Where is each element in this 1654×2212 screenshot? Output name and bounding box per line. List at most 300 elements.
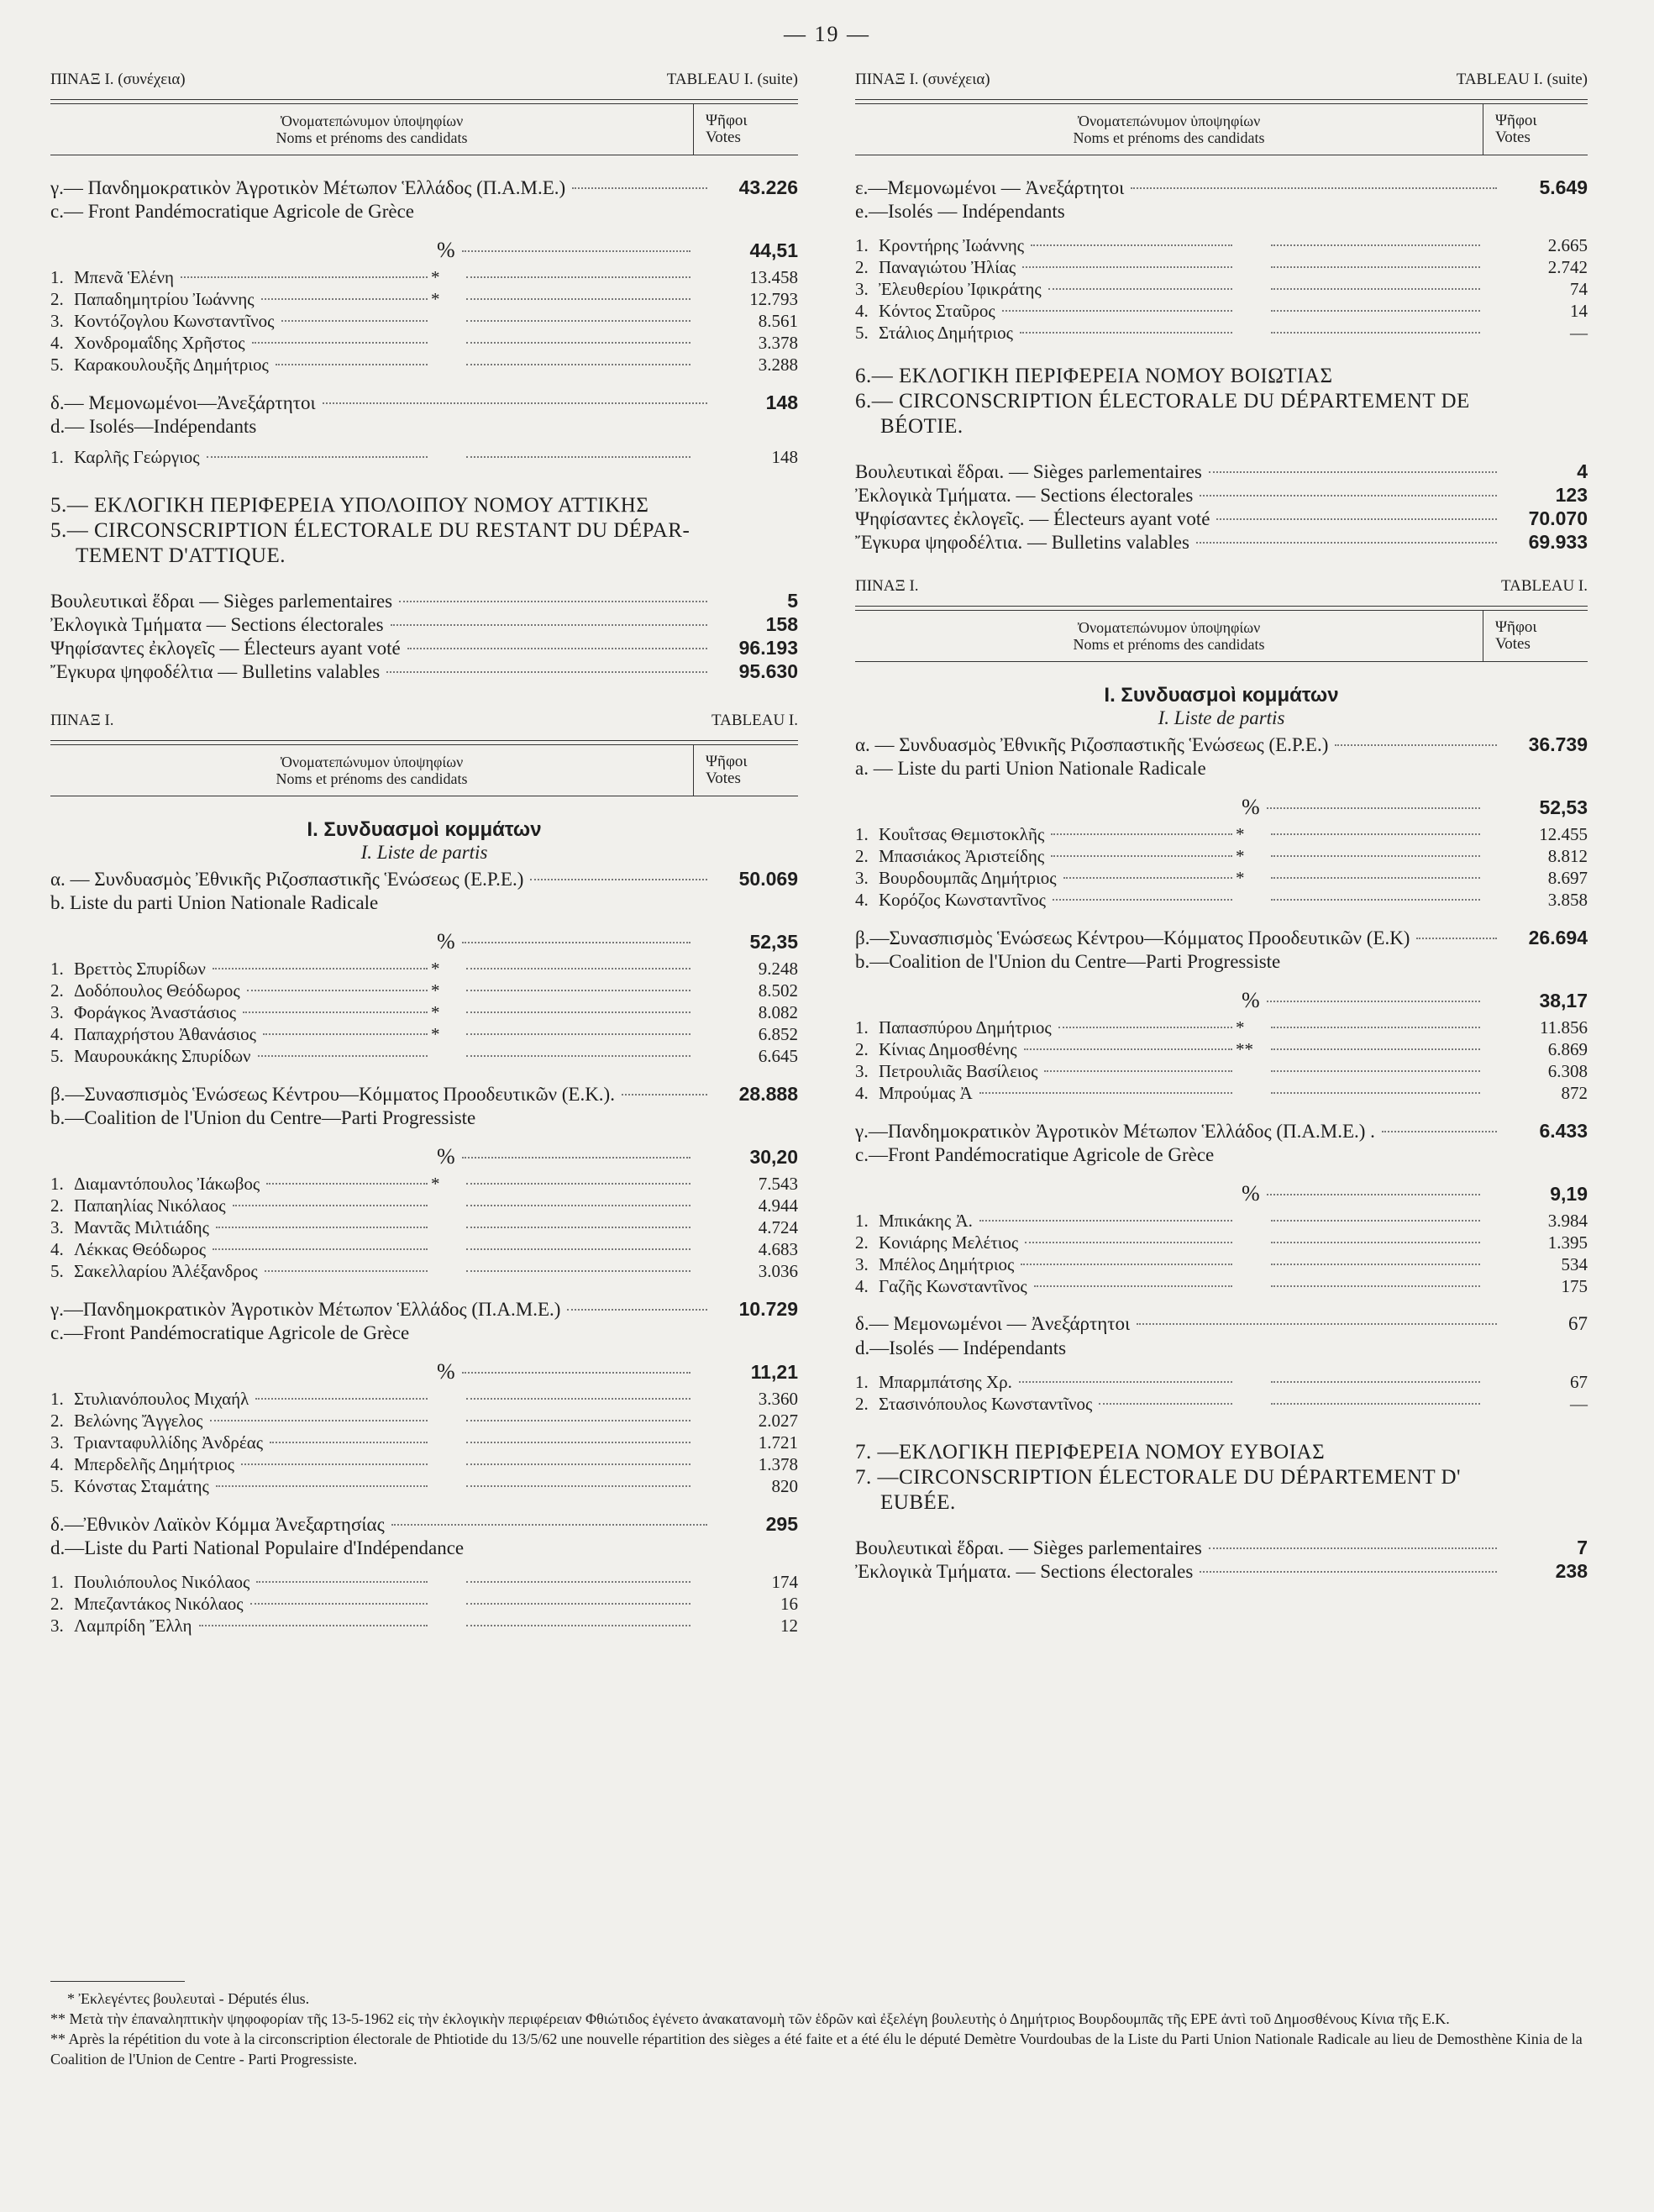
candidate-row — [50, 1173, 798, 1195]
stat-value: 5 — [787, 590, 798, 612]
candidate-name: Παναγιώτου Ἠλίας — [879, 257, 1016, 277]
candidate-number: 2. — [50, 1594, 64, 1614]
candidate-row — [50, 1593, 798, 1615]
elected-mark: * — [431, 959, 440, 979]
candidate-number: 1. — [855, 235, 869, 255]
candidate-row — [50, 1001, 798, 1023]
candidate-row — [50, 1432, 798, 1453]
candidate-votes: 174 — [771, 1572, 798, 1592]
candidate-row — [50, 980, 798, 1001]
candidate-row — [855, 278, 1588, 300]
candidate-number: 2. — [855, 1232, 869, 1253]
percent-row: % 38,17 — [1242, 988, 1588, 1012]
candidate-row — [855, 1393, 1588, 1415]
header-votes-french: Votes — [1495, 129, 1531, 146]
party-row-ek: β.—Συνασπισμὸς Ἑνώσεως Κέντρου—Κόμματος Προοδευτικῶν (Ε.Κ.). 28.888 — [50, 1083, 798, 1105]
header-votes-greek: Ψῆφοι — [706, 112, 748, 129]
candidate-votes: 67 — [1570, 1372, 1588, 1392]
party-votes: 6.433 — [1539, 1120, 1588, 1142]
party-row-independents: ε.—Μεμονωμένοι — Ἀνεξάρτητοι 5.649 — [855, 176, 1588, 198]
elected-mark: * — [431, 1174, 440, 1194]
candidate-number: 1. — [50, 447, 64, 467]
candidate-name: Μαντᾶς Μιλτιάδης — [74, 1217, 209, 1237]
candidate-list — [50, 1388, 798, 1497]
candidate-votes: 8.561 — [758, 311, 798, 331]
candidate-votes: 4.724 — [758, 1217, 798, 1237]
stat-label: Ἔγκυρα ψηφοδέλτια — Bulletins valables — [50, 661, 381, 682]
candidate-votes: 4.944 — [758, 1195, 798, 1216]
elected-mark: * — [431, 267, 440, 287]
stat-label: Βουλευτικαὶ ἕδραι — Sièges parlementaires — [50, 591, 393, 612]
candidate-votes: 74 — [1570, 279, 1588, 299]
candidate-number: 2. — [855, 257, 869, 277]
party-row-ek: β.—Συνασπισμὸς Ἑνώσεως Κέντρου—Κόμματος Προοδευτικῶν (Ε.Κ) 26.694 — [855, 927, 1588, 948]
candidate-name: Πουλιόπουλος Νικόλαος — [74, 1572, 250, 1592]
candidate-row — [50, 288, 798, 310]
candidate-votes: 3.984 — [1547, 1211, 1588, 1231]
candidate-number: 1. — [50, 1174, 64, 1194]
candidate-name: Λαμπρίδη Ἔλλη — [74, 1616, 192, 1636]
candidate-name: Μπαρμπάτσης Χρ. — [879, 1372, 1012, 1392]
candidate-name: Παπαδημητρίου Ἰωάννης — [74, 289, 255, 309]
candidate-votes: 14 — [1570, 301, 1588, 321]
candidate-number: 3. — [855, 279, 869, 299]
candidate-name: Μπερδελῆς Δημήτριος — [74, 1454, 234, 1474]
party-row-ere: α. — Συνδυασμὸς Ἐθνικῆς Ριζοσπαστικῆς Ἑνώσεως (Ε.Ρ.Ε.) 36.739 — [855, 733, 1588, 755]
candidate-name: Τριανταφυλλίδης Ἀνδρέας — [74, 1432, 264, 1453]
candidate-list — [855, 1210, 1588, 1297]
candidate-name: Βελώνης Ἄγγελος — [74, 1411, 203, 1431]
candidate-name: Φοράγκος Ἀναστάσιος — [74, 1002, 237, 1022]
stat-row — [855, 1536, 1588, 1559]
candidate-number: 3. — [855, 868, 869, 888]
candidate-number: 1. — [855, 1017, 869, 1038]
candidate-number: 5. — [50, 355, 64, 375]
candidate-name: Κροντήρης Ἰωάννης — [879, 235, 1025, 255]
candidate-votes: 3.360 — [758, 1389, 798, 1409]
candidate-name: Κουΐτσας Θεμιστοκλῆς — [879, 824, 1045, 844]
percent-row: % 44,51 — [437, 238, 798, 262]
candidate-number: 4. — [50, 1024, 64, 1044]
caption-french: TABLEAU I. (suite) — [666, 71, 798, 88]
candidate-votes: 1.378 — [758, 1454, 798, 1474]
header-votes-french: Votes — [706, 129, 741, 146]
caption-french: TABLEAU I. — [711, 712, 798, 729]
percent-row: % 30,20 — [437, 1144, 798, 1169]
candidate-row — [50, 1475, 798, 1497]
candidate-name: Λέκκας Θεόδωρος — [74, 1239, 207, 1259]
candidate-votes: 8.812 — [1547, 846, 1588, 866]
candidate-votes: 6.852 — [758, 1024, 798, 1044]
stat-value: 7 — [1577, 1537, 1588, 1558]
party-name-french: c.—Front Pandémocratique Agricole de Grèce — [855, 1144, 1215, 1165]
candidate-number: 1. — [855, 1372, 869, 1392]
candidate-name: Μπρούμας Ἀ — [879, 1083, 973, 1103]
stat-value: 70.070 — [1528, 507, 1588, 529]
candidate-name: Κοντόζογλου Κωνσταντῖνος — [74, 311, 275, 331]
stat-label: Βουλευτικαὶ ἕδραι. — Sièges parlementaires — [855, 461, 1202, 482]
percent-row: % 11,21 — [437, 1359, 798, 1384]
candidate-row — [50, 1571, 798, 1593]
candidate-name: Μπασιάκος Ἀριστείδης — [879, 846, 1045, 866]
right-column — [855, 67, 1588, 1583]
candidate-name: Παπαηλίας Νικόλαος — [74, 1195, 226, 1216]
party-votes: 5.649 — [1539, 176, 1588, 198]
candidate-votes: 6.308 — [1547, 1061, 1588, 1081]
candidate-number: 2. — [50, 980, 64, 1001]
candidate-number: 3. — [50, 1616, 64, 1636]
percent-row: % 9,19 — [1242, 1181, 1588, 1206]
candidate-row — [855, 1038, 1588, 1060]
party-name-french: d.— Isolés—Indépendants — [50, 416, 257, 437]
stat-row — [50, 612, 798, 636]
candidate-number: 4. — [855, 301, 869, 321]
candidate-votes: — — [1570, 1394, 1588, 1414]
stat-row — [855, 1559, 1588, 1583]
table-caption — [855, 71, 1588, 89]
candidate-votes: 4.683 — [758, 1239, 798, 1259]
candidate-name: Βουρδουμπᾶς Δημήτριος — [879, 868, 1057, 888]
party-name-french: d.—Liste du Parti National Populaire d'Indépendance — [50, 1537, 465, 1558]
stat-value: 69.933 — [1528, 531, 1588, 553]
candidate-row — [855, 234, 1588, 256]
candidate-name: Διαμαντόπουλος Ἰάκωβος — [74, 1174, 260, 1194]
elected-mark: * — [431, 980, 440, 1001]
party-votes: 295 — [765, 1513, 798, 1535]
header-votes-greek: Ψῆφοι — [706, 753, 748, 770]
party-name-french: c.—Front Pandémocratique Agricole de Grèce — [50, 1322, 410, 1343]
candidate-number: 3. — [855, 1061, 869, 1081]
candidate-name: Μπεζαντάκος Νικόλαος — [74, 1594, 244, 1614]
header-name-french: Noms et prénoms des candidats — [276, 770, 468, 787]
candidate-name: Πετρουλιᾶς Βασίλειος — [879, 1061, 1038, 1081]
caption-french: TABLEAU I. — [1501, 577, 1588, 595]
candidate-name: Χονδρομαΐδης Χρῆστος — [74, 333, 245, 353]
candidate-votes: 872 — [1561, 1083, 1588, 1103]
candidate-name: Σακελλαρίου Ἀλέξανδρος — [74, 1261, 258, 1281]
heading-party-lists-greek: I. Συνδυασμοὶ κομμάτων — [1104, 684, 1339, 707]
footnote-greek: ** Μετὰ τὴν ἐπαναληπτικὴν ψηφοφορίαν τῆς 13-5-1962 εἰς τὴν ἐκλογικὴν περιφέρειαν Φθιώτιδος ἐγένετο ἀνακατανομὴ τῶν ἑδρῶν καὶ ἐξελέγη βουλευτὴς ὁ Δημήτριος Βουρδουμπᾶς τῆς ΕΡΕ ἀντὶ τοῦ Δημοσθένους Κίνια τῆς Ε.Κ. — [50, 2010, 1450, 2027]
candidate-row — [50, 1195, 798, 1216]
section-stats — [855, 460, 1588, 554]
stat-row — [50, 589, 798, 612]
candidate-row — [855, 300, 1588, 322]
heading-party-lists-french: I. Liste de partis — [1158, 707, 1285, 728]
candidate-list — [50, 266, 798, 376]
header-name-greek: Ὀνοματεπώνυμον ὑποψηφίων — [280, 754, 464, 770]
table-header — [50, 744, 798, 796]
candidate-votes: 6.869 — [1547, 1039, 1588, 1059]
table-header — [50, 103, 798, 155]
candidate-row — [855, 889, 1588, 911]
stat-label: Ψηφίσαντες ἐκλογεῖς. — Électeurs ayant voté — [855, 508, 1210, 529]
header-name-french: Noms et prénoms des candidats — [1073, 129, 1265, 146]
table-header — [855, 103, 1588, 155]
stat-value: 4 — [1577, 460, 1588, 482]
section-title-french: 6.— CIRCONSCRIPTION ÉLECTORALE DU DÉPARTEMENT DE BÉOTIE. — [855, 390, 1470, 438]
elected-mark: * — [1236, 868, 1245, 888]
candidate-votes: 1.721 — [758, 1432, 798, 1453]
candidate-votes: 9.248 — [758, 959, 798, 979]
stat-row — [855, 507, 1588, 530]
party-votes: 43.226 — [738, 176, 798, 198]
section-title-french: 5.— CIRCONSCRIPTION ÉLECTORALE DU RESTANT DU DÉPAR- TEMENT D'ATTIQUE. — [50, 519, 690, 567]
candidate-name: Κονιάρης Μελέτιος — [879, 1232, 1019, 1253]
candidate-row — [50, 958, 798, 980]
candidate-number: 5. — [50, 1476, 64, 1496]
party-votes: 10.729 — [738, 1298, 798, 1320]
candidate-votes: 12.455 — [1539, 824, 1588, 844]
candidate-row — [50, 446, 798, 468]
section-title-french: 7. —CIRCONSCRIPTION ÉLECTORALE DU DÉPARTEMENT D' EUBÉE. — [855, 1466, 1462, 1514]
candidate-row — [50, 1023, 798, 1045]
candidate-votes: 534 — [1561, 1254, 1588, 1274]
candidate-list — [855, 234, 1588, 344]
stat-label: Ἐκλογικὰ Τμήματα — Sections électorales — [50, 614, 384, 635]
party-row-national-popular: δ.—Ἐθνικὸν Λαϊκὸν Κόμμα Ἀνεξαρτησίας 295 — [50, 1513, 798, 1535]
candidate-row — [50, 266, 798, 288]
candidate-number: 1. — [855, 824, 869, 844]
candidate-votes: 8.502 — [758, 980, 798, 1001]
party-name-french: d.—Isolés — Indépendants — [855, 1337, 1067, 1358]
footnote-french: ** Après la répétition du vote à la circonscription électorale de Phtiotide du 13/5/62 une nouvelle répartition des sièges a été faite et a été élu le député Demètre Vourdoubas de la Liste du Parti Union Nationale Radicale au lieu de Demosthène Kinia de la Coalition de l'Union de Centre - Parti Progressiste. — [50, 2031, 1583, 2068]
stat-row — [50, 659, 798, 683]
candidate-name: Κορόζος Κωνσταντῖνος — [879, 890, 1046, 910]
candidate-votes: 3.036 — [758, 1261, 798, 1281]
left-column — [50, 67, 798, 1637]
candidate-votes: 820 — [771, 1476, 798, 1496]
candidate-list — [50, 446, 798, 468]
candidate-list — [50, 958, 798, 1067]
percent-row: % 52,35 — [437, 929, 798, 954]
candidate-number: 3. — [50, 1002, 64, 1022]
candidate-list — [855, 1017, 1588, 1104]
party-votes: 148 — [765, 391, 798, 413]
header-name-french: Noms et prénoms des candidats — [276, 129, 468, 146]
table-caption — [855, 577, 1588, 596]
candidate-list — [50, 1571, 798, 1637]
candidate-row — [50, 1238, 798, 1260]
candidate-votes: 3.858 — [1547, 890, 1588, 910]
stat-row — [50, 636, 798, 659]
candidate-row — [855, 1017, 1588, 1038]
candidate-number: 5. — [50, 1046, 64, 1066]
stat-row — [855, 460, 1588, 483]
table-caption — [50, 712, 798, 730]
candidate-votes: 3.378 — [758, 333, 798, 353]
header-votes-greek: Ψῆφοι — [1495, 618, 1537, 636]
candidate-row — [50, 332, 798, 354]
stat-label: Ἔγκυρα ψηφοδέλτια. — Bulletins valables — [855, 532, 1189, 553]
candidate-votes: 2.027 — [758, 1411, 798, 1431]
candidate-votes: 6.645 — [758, 1046, 798, 1066]
candidate-row — [855, 322, 1588, 344]
candidate-row — [50, 1615, 798, 1637]
section-stats — [50, 589, 798, 683]
candidate-votes: 1.395 — [1547, 1232, 1588, 1253]
candidate-name: Μπέλος Δημήτριος — [879, 1254, 1015, 1274]
candidate-name: Ἐλευθερίου Ἰφικράτης — [879, 279, 1042, 299]
candidate-number: 5. — [50, 1261, 64, 1281]
caption-greek: ΠΙΝΑΞ Ι. (συνέχεια) — [50, 71, 186, 88]
candidate-row — [855, 823, 1588, 845]
party-name-french: e.—Isolés — Indépendants — [855, 201, 1065, 222]
candidate-name: Παπασπύρου Δημήτριος — [879, 1017, 1052, 1038]
party-votes: 26.694 — [1528, 927, 1588, 948]
heading-party-lists-greek: I. Συνδυασμοὶ κομμάτων — [307, 818, 542, 841]
candidate-number: 5. — [855, 323, 869, 343]
candidate-row — [855, 845, 1588, 867]
header-votes-greek: Ψῆφοι — [1495, 112, 1537, 129]
candidate-votes: 148 — [771, 447, 798, 467]
candidate-row — [50, 1216, 798, 1238]
candidate-name: Μπικάκης Ἀ. — [879, 1211, 973, 1231]
party-name-french: b.—Coalition de l'Union du Centre—Parti Progressiste — [855, 951, 1281, 972]
stat-label: Ἐκλογικὰ Τμήματα. — Sections électorales — [855, 1561, 1194, 1582]
header-votes-french: Votes — [1495, 635, 1531, 653]
stat-value: 96.193 — [738, 637, 798, 659]
candidate-votes: 7.543 — [758, 1174, 798, 1194]
section-stats — [855, 1536, 1588, 1583]
caption-greek: ΠΙΝΑΞ Ι. — [855, 577, 919, 595]
candidate-votes: 8.082 — [758, 1002, 798, 1022]
party-name-french: b.—Coalition de l'Union du Centre—Parti Progressiste — [50, 1107, 476, 1128]
candidate-row — [855, 1082, 1588, 1104]
section-title-greek: 5.— ΕΚΛΟΓΙΚΗ ΠΕΡΙΦΕΡΕΙΑ ΥΠΟΛΟΙΠΟΥ ΝΟΜΟΥ ΑΤΤΙΚΗΣ — [50, 494, 649, 517]
candidate-number: 1. — [50, 959, 64, 979]
party-name-french: b. Liste du parti Union Nationale Radicale — [50, 892, 379, 913]
candidate-number: 3. — [50, 1432, 64, 1453]
candidate-name: Κόνστας Σταμάτης — [74, 1476, 209, 1496]
heading-party-lists-french: I. Liste de partis — [360, 842, 488, 863]
party-name-french: a. — Liste du parti Union Nationale Radicale — [855, 758, 1206, 779]
candidate-votes: 2.742 — [1547, 257, 1588, 277]
elected-mark: * — [431, 289, 440, 309]
candidate-number: 3. — [855, 1254, 869, 1274]
elected-mark: * — [1236, 824, 1245, 844]
candidate-name: Δοδόπουλος Θεόδωρος — [74, 980, 240, 1001]
candidate-number: 4. — [50, 1454, 64, 1474]
candidate-name: Μαυρουκάκης Σπυρίδων — [74, 1046, 251, 1066]
stat-label: Ἐκλογικὰ Τμήματα. — Sections électorales — [855, 485, 1194, 506]
table-header — [855, 610, 1588, 662]
caption-greek: ΠΙΝΑΞ Ι. — [50, 712, 114, 729]
candidate-list — [50, 1173, 798, 1282]
party-row-pame: γ.—Πανδημοκρατικὸν Ἀγροτικὸν Μέτωπον Ἑλλάδος (Π.Α.Μ.Ε.) . 6.433 — [855, 1120, 1588, 1142]
candidate-row — [50, 1453, 798, 1475]
header-votes-french: Votes — [706, 770, 741, 787]
candidate-number: 4. — [855, 1083, 869, 1103]
elected-mark: * — [1236, 1017, 1245, 1038]
section-title-greek: 7. —ΕΚΛΟΓΙΚΗ ΠΕΡΙΦΕΡΕΙΑ ΝΟΜΟΥ ΕΥΒΟΙΑΣ — [855, 1441, 1326, 1463]
candidate-row — [855, 867, 1588, 889]
elected-mark: ** — [1236, 1039, 1253, 1059]
candidate-row — [855, 1371, 1588, 1393]
candidate-number: 3. — [50, 1217, 64, 1237]
header-name-greek: Ὀνοματεπώνυμον ὑποψηφίων — [1077, 113, 1261, 129]
candidate-name: Στυλιανόπουλος Μιχαήλ — [74, 1389, 249, 1409]
page-number: — 19 — — [784, 22, 870, 46]
elected-mark: * — [1236, 846, 1245, 866]
party-row-pame: γ.—Πανδημοκρατικὸν Ἀγροτικὸν Μέτωπον Ἑλλάδος (Π.Α.Μ.Ε.) 10.729 — [50, 1298, 798, 1320]
party-row-independents: δ.— Μεμονωμένοι—Ἀνεξάρτητοι 148 — [50, 391, 798, 413]
candidate-number: 4. — [855, 890, 869, 910]
percent-row: % 52,53 — [1242, 795, 1588, 819]
candidate-row — [855, 1275, 1588, 1297]
party-row-ere: α. — Συνδυασμὸς Ἐθνικῆς Ριζοσπαστικῆς Ἑνώσεως (Ε.Ρ.Ε.) 50.069 — [50, 868, 798, 890]
elected-mark: * — [431, 1002, 440, 1022]
elected-mark: * — [431, 1024, 440, 1044]
candidate-number: 4. — [50, 1239, 64, 1259]
candidate-name: Στάλιος Δημήτριος — [879, 323, 1013, 343]
candidate-number: 2. — [50, 1195, 64, 1216]
party-votes: 36.739 — [1528, 733, 1588, 755]
candidate-number: 1. — [50, 1389, 64, 1409]
footnotes — [50, 1981, 1588, 2069]
header-name-greek: Ὀνοματεπώνυμον ὑποψηφίων — [1077, 619, 1261, 636]
stat-value: 123 — [1555, 484, 1588, 506]
footnote-elected: * Ἐκλεγέντες βουλευταὶ - Députés élus. — [67, 1990, 310, 2007]
candidate-row — [50, 1388, 798, 1410]
candidate-number: 2. — [50, 289, 64, 309]
candidate-list — [855, 1371, 1588, 1415]
candidate-votes: 8.697 — [1547, 868, 1588, 888]
stat-label: Βουλευτικαὶ ἕδραι. — Sièges parlementaires — [855, 1537, 1202, 1558]
candidate-name: Μπενᾶ Ἑλένη — [74, 267, 175, 287]
candidate-number: 2. — [855, 1039, 869, 1059]
candidate-votes: — — [1570, 323, 1588, 343]
caption-french: TABLEAU I. (suite) — [1456, 71, 1588, 88]
candidate-number: 3. — [50, 311, 64, 331]
stat-row — [855, 483, 1588, 507]
candidate-votes: 13.458 — [749, 267, 798, 287]
party-votes: 67 — [1568, 1313, 1588, 1334]
candidate-votes: 11.856 — [1540, 1017, 1588, 1038]
candidate-name: Γαζῆς Κωνσταντῖνος — [879, 1276, 1027, 1296]
stat-row — [855, 530, 1588, 554]
party-row-pame: γ.— Πανδημοκρατικὸν Ἀγροτικὸν Μέτωπον Ἑλλάδος (Π.Α.Μ.Ε.) 43.226 — [50, 176, 798, 198]
candidate-row — [50, 1045, 798, 1067]
candidate-name: Καρακουλουξῆς Δημήτριος — [74, 355, 269, 375]
candidate-name: Στασινόπουλος Κωνσταντῖνος — [879, 1394, 1093, 1414]
candidate-votes: 12 — [780, 1616, 798, 1636]
candidate-name: Κίνιας Δημοσθένης — [879, 1039, 1017, 1059]
section-title-greek: 6.— ΕΚΛΟΓΙΚΗ ΠΕΡΙΦΕΡΕΙΑ ΝΟΜΟΥ ΒΟΙΩΤΙΑΣ — [855, 365, 1333, 387]
candidate-votes: 2.665 — [1547, 235, 1588, 255]
candidate-number: 2. — [855, 1394, 869, 1414]
candidate-name: Παπαχρήστου Ἀθανάσιος — [74, 1024, 256, 1044]
stat-value: 238 — [1555, 1560, 1588, 1582]
party-votes: 28.888 — [738, 1083, 798, 1105]
candidate-row — [50, 354, 798, 376]
candidate-name: Βρεττὸς Σπυρίδων — [74, 959, 206, 979]
candidate-row — [50, 1260, 798, 1282]
candidate-row — [50, 310, 798, 332]
party-votes: 50.069 — [738, 868, 798, 890]
candidate-list — [855, 823, 1588, 911]
candidate-votes: 12.793 — [749, 289, 798, 309]
stat-value: 158 — [765, 613, 798, 635]
party-row-independents: δ.— Μεμονωμένοι — Ἀνεξάρτητοι 67 — [855, 1313, 1588, 1334]
candidate-number: 2. — [855, 846, 869, 866]
header-name-french: Noms et prénoms des candidats — [1073, 636, 1265, 653]
candidate-number: 1. — [855, 1211, 869, 1231]
stat-value: 95.630 — [738, 660, 798, 682]
candidate-row — [855, 1210, 1588, 1232]
candidate-votes: 175 — [1561, 1276, 1588, 1296]
stat-label: Ψηφίσαντες ἐκλογεῖς — Électeurs ayant voté — [50, 638, 401, 659]
candidate-votes: 3.288 — [758, 355, 798, 375]
